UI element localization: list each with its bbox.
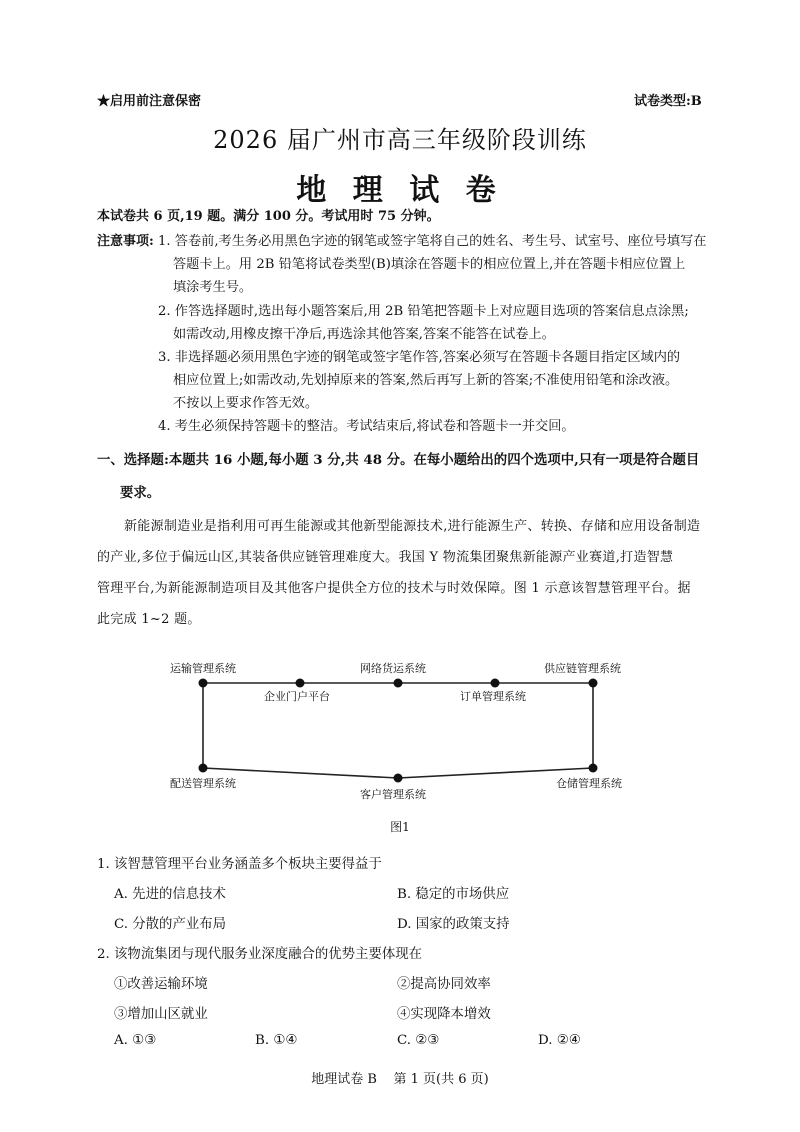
node-portal (296, 679, 305, 688)
note-line: 相应位置上;如需改动,先划掉原来的答案,然后再写上新的答案;不准使用铅笔和涂改液。 (173, 373, 679, 388)
label-network: 网络货运系统 (360, 662, 426, 675)
section-heading: 一、选择题:本题共 16 小题,每小题 3 分,共 48 分。在每小题给出的四个选项中,只有一项是符合题目 (97, 452, 700, 468)
question-2-option-b: B. ①④ (255, 1033, 298, 1048)
label-supply-chain: 供应链管理系统 (544, 662, 621, 675)
passage-line: 新能源制造业是指利用可再生能源或其他新型能源技术,进行能源生产、转换、存储和应用设备制造 (124, 519, 701, 534)
question-2-statement-1: ①改善运输环境 (114, 977, 208, 992)
label-warehouse: 仓储管理系统 (556, 777, 622, 790)
question-2-statement-2: ②提高协同效率 (397, 977, 491, 992)
note-line: 1. 答卷前,考生务必用黑色字迹的钢笔或签字笔将自己的姓名、考生号、试室号、座位号填写在 (158, 234, 707, 249)
note-line: 4. 考生必须保持答题卡的整洁。考试结束后,将试卷和答题卡一并交回。 (158, 419, 575, 434)
question-1-stem: 1. 该智慧管理平台业务涵盖多个板块主要得益于 (97, 857, 382, 872)
node-order (491, 679, 500, 688)
passage-line: 的产业,多位于偏远山区,其装备供应链管理难度大。我国 Y 物流集团聚焦新能源产业赛道,打造智慧 (97, 550, 674, 565)
label-customer: 客户管理系统 (360, 788, 426, 801)
question-2-option-c: C. ②③ (397, 1033, 440, 1048)
paper-type: 试卷类型:B (634, 94, 702, 109)
node-transport (199, 679, 208, 688)
platform-diagram (150, 650, 650, 810)
node-warehouse (589, 764, 598, 773)
node-delivery (199, 764, 208, 773)
page-footer: 地理试卷 B 第 1 页(共 6 页) (311, 1072, 489, 1087)
label-portal: 企业门户平台 (264, 690, 330, 703)
exam-summary: 本试卷共 6 页,19 题。满分 100 分。考试用时 75 分钟。 (97, 209, 440, 224)
question-1-option-d: D. 国家的政策支持 (397, 917, 510, 932)
question-2-stem: 2. 该物流集团与现代服务业深度融合的优势主要体现在 (97, 947, 423, 962)
question-2-option-d: D. ②④ (538, 1033, 581, 1048)
label-delivery: 配送管理系统 (170, 777, 236, 790)
passage-line: 管理平台,为新能源制造项目及其他客户提供全方位的技术与时效保障。图 1 示意该智慧管理平台。据 (97, 581, 691, 596)
subject-title: 地 理 试 卷 (296, 173, 504, 208)
note-line: 不按以上要求作答无效。 (173, 396, 319, 411)
node-customer (394, 774, 403, 783)
note-line: 3. 非选择题必须用黑色字迹的钢笔或签字笔作答,答案必须写在答题卡各题目指定区域内的 (158, 350, 681, 365)
note-line: 如需改动,用橡皮擦干净后,再选涂其他答案,答案不能答在试卷上。 (173, 327, 555, 342)
note-line: 填涂考生号。 (173, 280, 253, 295)
confidential-notice: ★启用前注意保密 (97, 94, 202, 109)
question-2-statement-3: ③增加山区就业 (114, 1007, 208, 1022)
question-2-statement-4: ④实现降本增效 (397, 1007, 491, 1022)
note-line: 答题卡上。用 2B 铅笔将试卷类型(B)填涂在答题卡的相应位置上,并在答题卡相应位置上 (173, 257, 686, 272)
figure-caption: 图1 (390, 820, 410, 834)
question-2-option-a: A. ①③ (114, 1033, 157, 1048)
question-1-option-c: C. 分散的产业布局 (114, 917, 227, 932)
label-order: 订单管理系统 (460, 690, 526, 703)
exam-title: 2026 届广州市高三年级阶段训练 (213, 126, 587, 154)
label-transport: 运输管理系统 (170, 662, 236, 675)
note-line: 2. 作答选择题时,选出每小题答案后,用 2B 铅笔把答题卡上对应题目选项的答案信息点涂黑; (158, 304, 689, 319)
notes-label: 注意事项: (97, 234, 154, 249)
node-network (394, 679, 403, 688)
section-heading-cont: 要求。 (120, 485, 161, 501)
question-1-option-b: B. 稳定的市场供应 (397, 887, 510, 902)
passage-line: 此完成 1~2 题。 (97, 612, 201, 627)
question-1-option-a: A. 先进的信息技术 (114, 887, 226, 902)
node-supply-chain (589, 679, 598, 688)
